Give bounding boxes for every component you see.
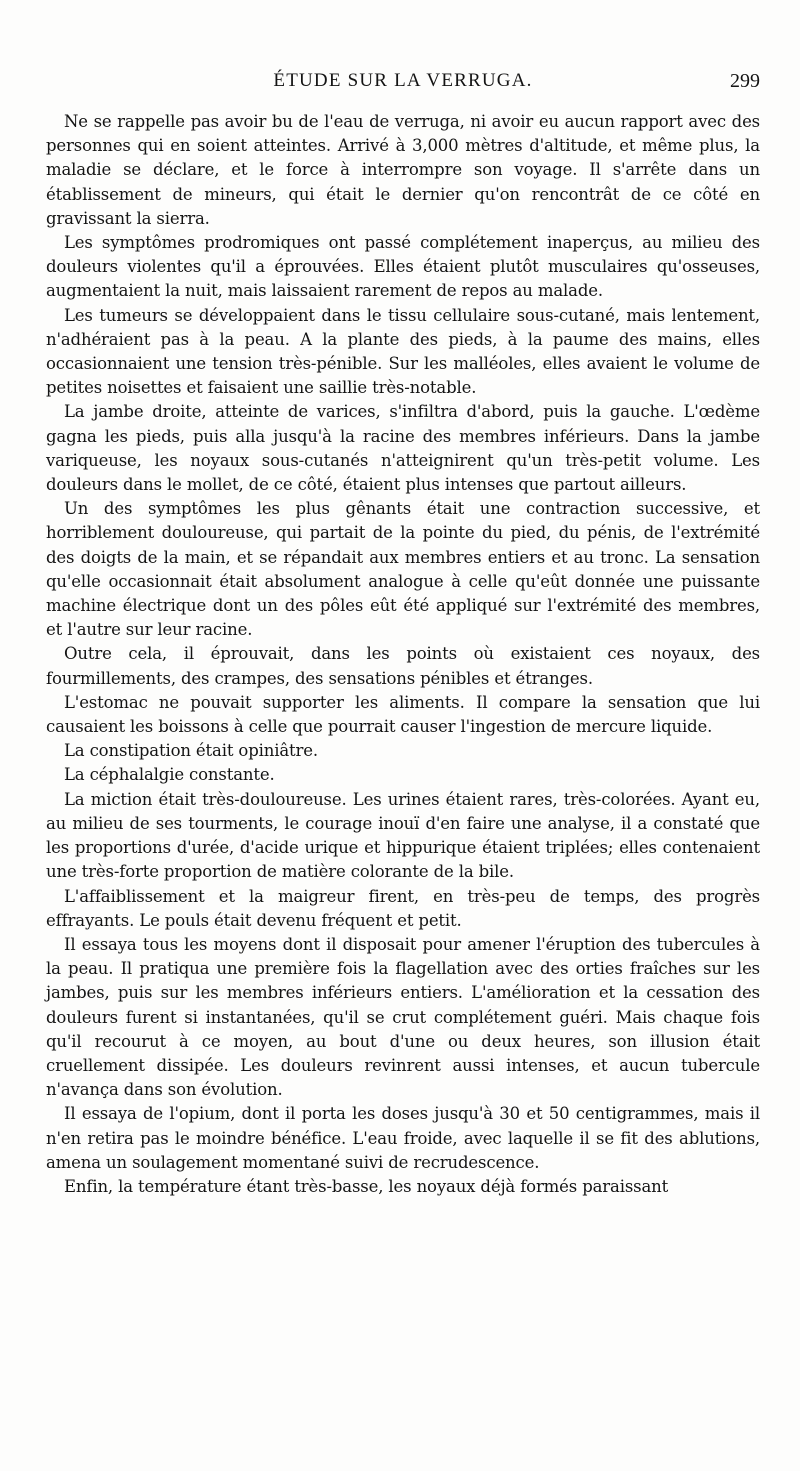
body-text bbox=[46, 110, 760, 1199]
paragraph: Ne se rappelle pas avoir bu de l'eau de verruga, ni avoir eu aucun rapport avec des personnes qui en soient atteintes. Arrivé à 3,000 mètres d'altitude, et même plus, la maladie se déclare, et le force à interrompre son voyage. Il s'arrête dans un établissement de mineurs, qui était le dernier qu'on rencontrât de ce côté en gravissant la sierra. bbox=[46, 112, 760, 228]
paragraph: Il essaya de l'opium, dont il porta les doses jusqu'à 30 et 50 centigrammes, mais il n'en retira pas le moindre bénéfice. L'eau froide, avec laquelle il se fit des ablutions, amena un soulagement momentané suivi de recrudescence. bbox=[46, 1104, 760, 1172]
paragraph: La céphalalgie constante. bbox=[64, 765, 275, 785]
paragraph: Les symptômes prodromiques ont passé complétement inaperçus, au milieu des douleurs violentes qu'il a éprouvées. Elles étaient plutôt musculaires qu'osseuses, augmentaient la nuit, mais laissaient rarement de repos au malade. bbox=[46, 233, 760, 301]
paragraph: Il essaya tous les moyens dont il disposait pour amener l'éruption des tubercules à la peau. Il pratiqua une première fois la flagellation avec des orties fraîches sur les jambes, puis sur les membres inférieurs entiers. L'amélioration et la cessation des douleurs furent si instantanées, qu'il se crut complétement guéri. Mais chaque fois qu'il recourut à ce moyen, au bout d'une ou deux heures, son illusion était cruellement dissipée. Les douleurs revinrent aussi intenses, et aucun tubercule n'avança dans son évolution. bbox=[46, 934, 760, 1100]
paragraph: L'affaiblissement et la maigreur firent, en très-peu de temps, des progrès effrayants. Le pouls était devenu fréquent et petit. bbox=[46, 886, 760, 930]
paragraph: La miction était très-douloureuse. Les urines étaient rares, très-colorées. Ayant eu, au milieu de ses tourments, le courage inouï d'en faire une analyse, il a constaté que les proportions d'urée, d'acide urique et hippurique étaient triplées; elles contenaient une très-forte proportion de matière colorante de la bile. bbox=[46, 789, 760, 882]
page-number: 299 bbox=[730, 70, 760, 92]
paragraph: L'estomac ne pouvait supporter les aliments. Il compare la sensation que lui causaient les boissons à celle que pourrait causer l'ingestion de mercure liquide. bbox=[46, 692, 760, 737]
paragraph: La constipation était opiniâtre. bbox=[64, 741, 318, 761]
paragraph: La jambe droite, atteinte de varices, s'infiltra d'abord, puis la gauche. L'œdème gagna les pieds, puis alla jusqu'à la racine des membres inférieurs. Dans la jambe variqueuse, les noyaux sous-cutanés n'atteignirent qu'un très-petit volume. Les douleurs dans le mollet, de ce côté, étaient plus intenses que partout ailleurs. bbox=[46, 402, 760, 495]
paragraph: Outre cela, il éprouvait, dans les points où existaient ces noyaux, des fourmillements, des crampes, des sensations pénibles et étranges. bbox=[46, 644, 760, 688]
paragraph: Enfin, la température étant très-basse, les noyaux déjà formés paraissant bbox=[64, 1176, 669, 1196]
running-header bbox=[46, 66, 760, 100]
paragraph: Un des symptômes les plus gênants était une contraction successive, et horriblement douloureuse, qui partait de la pointe du pied, du pénis, de l'extrémité des doigts de la main, et se répandait aux membres entiers et au tronc. La sensation qu'elle occasionnait était absolument analogue à celle qu'eût donnée une puissante machine électrique dont un des pôles eût été appliqué sur l'extrémité des membres, et l'autre sur leur racine. bbox=[46, 499, 760, 640]
running-title: ÉTUDE SUR LA VERRUGA. bbox=[273, 70, 533, 91]
paragraph: Les tumeurs se développaient dans le tissu cellulaire sous-cutané, mais lentement, n'adhéraient pas à la peau. A la plante des pieds, à la paume des mains, elles occasionnaient une tension très-pénible. Sur les malléoles, elles avaient le volume de petites noisettes et faisaient une saillie très-notable. bbox=[46, 305, 760, 398]
